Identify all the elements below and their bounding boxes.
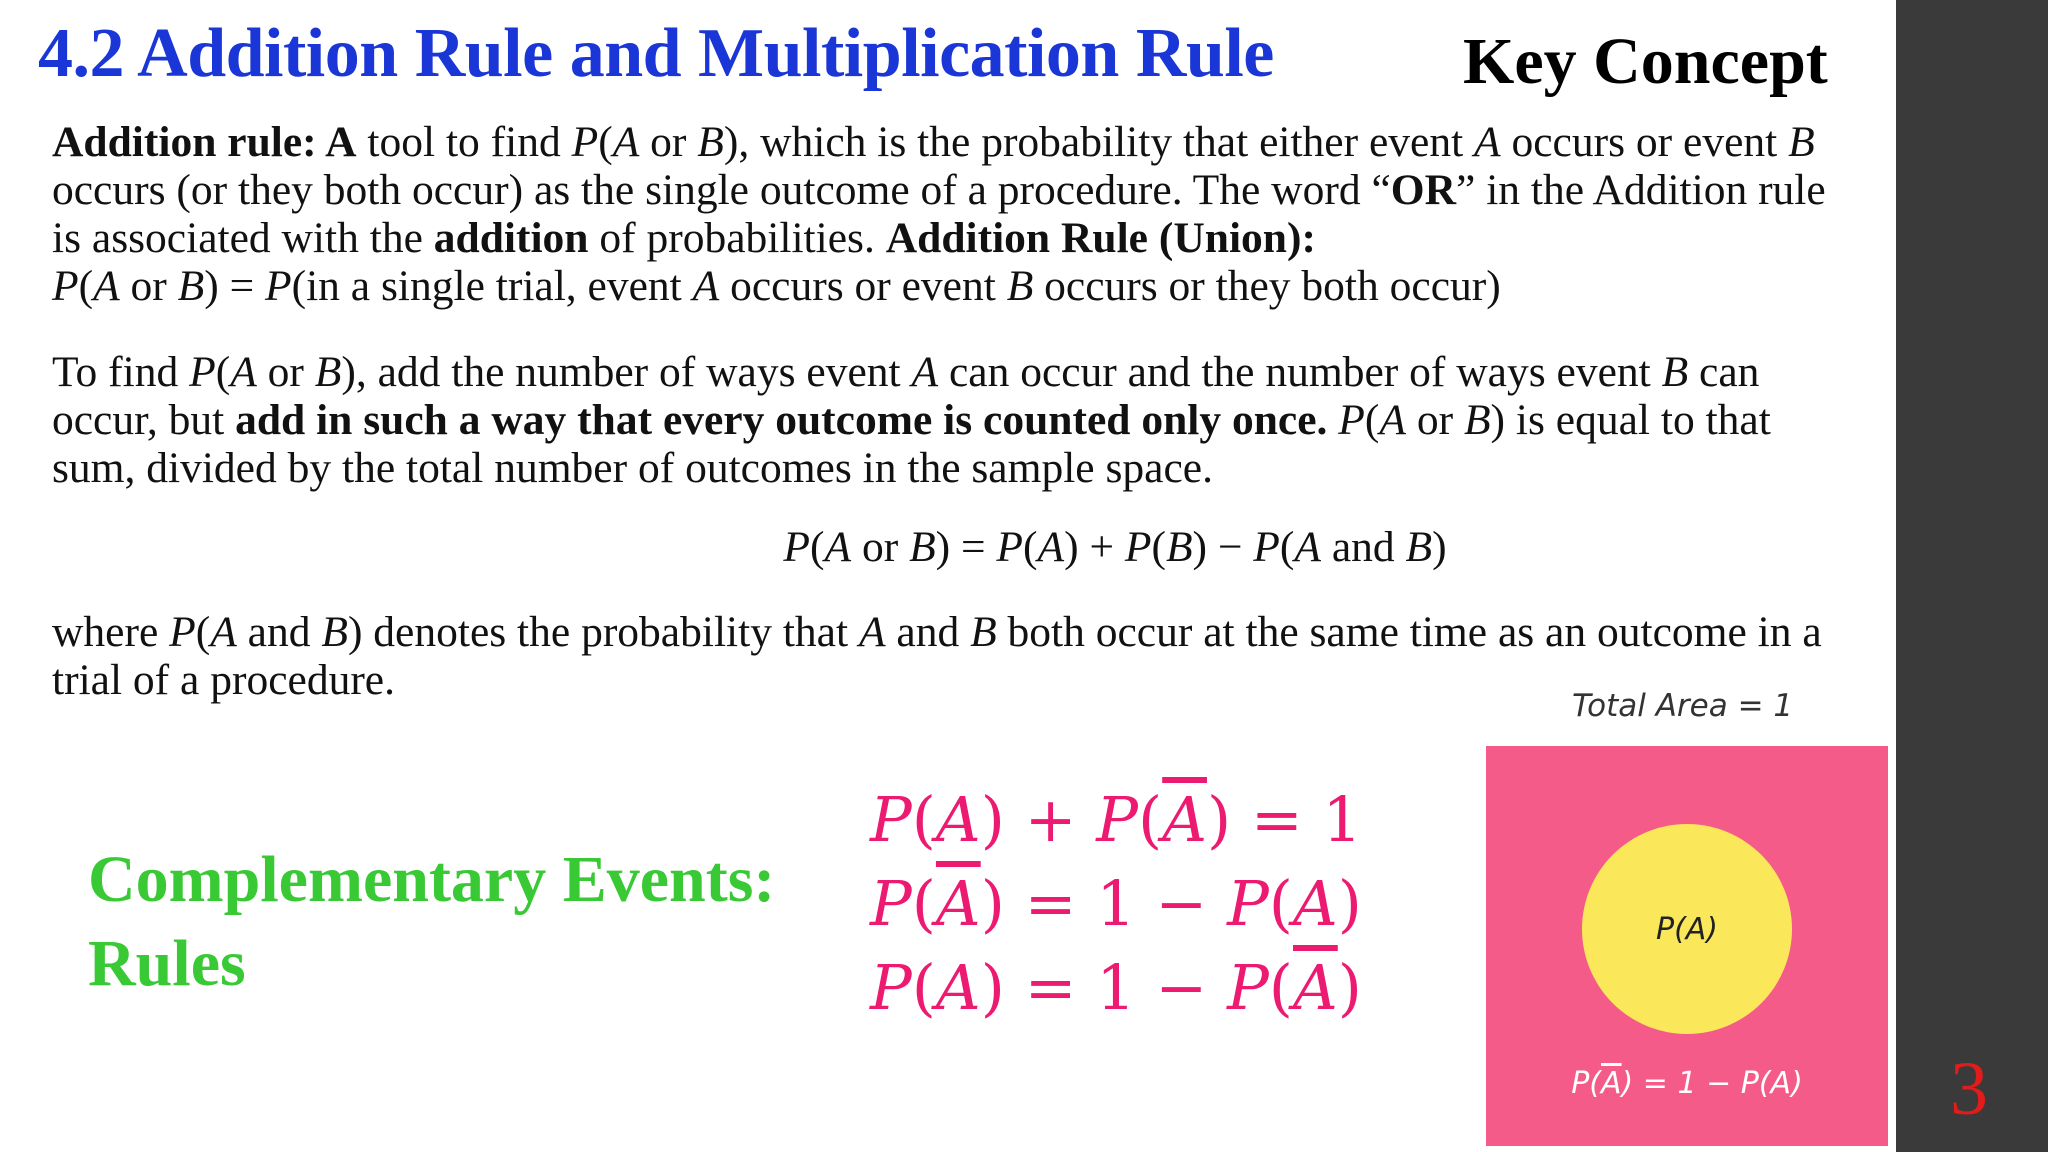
text-span: A <box>230 348 257 396</box>
text-span: P <box>783 523 810 571</box>
text-span: and <box>236 608 322 656</box>
text-span: B <box>909 523 936 571</box>
addition-keyword: addition <box>433 214 589 262</box>
venn-complement-label <box>1486 1066 1888 1101</box>
text-span: ) − <box>1192 523 1254 571</box>
text-span: ( <box>911 867 936 940</box>
text-span: occurs or event <box>1500 118 1789 166</box>
complement-rule-1 <box>870 778 1362 862</box>
text-span: To find <box>52 348 190 396</box>
text-span: B <box>1661 348 1689 396</box>
text-span: or <box>119 262 178 310</box>
text-span: A <box>612 118 640 166</box>
addition-rule-term: Addition rule: A <box>52 118 357 166</box>
venn-caption: Total Area = 1 <box>1572 688 1794 724</box>
text-span: P <box>189 348 216 396</box>
text-span: B <box>1006 262 1034 310</box>
text-span: ( <box>1023 523 1038 571</box>
text-span: ) <box>1432 523 1447 571</box>
or-keyword: OR <box>1390 166 1457 214</box>
text-span: A <box>210 608 237 656</box>
text-span: ), add the number of ways event <box>341 348 912 396</box>
text-span: ) is equal to that sum, divided by the total number of outcomes in the sample space. <box>52 396 1771 492</box>
text-span: A <box>1474 118 1501 166</box>
text-span: A <box>692 262 720 310</box>
text-span: ) <box>1337 867 1362 940</box>
text-span: of probabilities. <box>588 214 886 262</box>
a-complement: $\overline{A}$ <box>1162 783 1207 856</box>
complement-rule-2 <box>870 862 1362 946</box>
text-span: P <box>571 118 599 166</box>
text-span: A <box>1037 523 1065 571</box>
text-span: A <box>935 951 981 1024</box>
text-span: ( <box>911 951 936 1024</box>
text-span: B <box>321 608 348 656</box>
text-span: B <box>1405 523 1433 571</box>
text-span: occurs or they both occur) <box>1033 262 1501 310</box>
text-span: P <box>1124 523 1152 571</box>
complementary-line2: Rules <box>88 927 246 1000</box>
complementary-events-heading <box>88 838 775 1006</box>
addition-rule-paragraph <box>52 118 1852 310</box>
text-span: P <box>1338 396 1365 444</box>
text-span: B <box>1788 118 1815 166</box>
text-span: or <box>639 118 698 166</box>
text-span: (in a single trial, event <box>291 262 693 310</box>
text-span: P( <box>1571 1066 1602 1101</box>
text-span: ) + <box>1064 523 1125 571</box>
text-span: ( <box>598 118 613 166</box>
text-span: ( <box>78 262 94 310</box>
text-span: ) = 1 − P(A) <box>1621 1066 1803 1101</box>
text-span: P <box>169 608 196 656</box>
text-span: ) = <box>935 523 997 571</box>
text-span: A <box>1294 523 1321 571</box>
addition-rule-union-heading: Addition Rule (Union): <box>885 214 1316 262</box>
text-span: B <box>1463 396 1491 444</box>
text-span: A <box>93 262 120 310</box>
text-span: where <box>52 608 170 656</box>
text-span: ), which is the probability that either event <box>723 118 1475 166</box>
text-span: and <box>1320 523 1406 571</box>
text-span: A <box>1379 396 1406 444</box>
text-span: ) denotes the probability that <box>347 608 859 656</box>
text-span: P <box>870 783 912 856</box>
text-span: B <box>1165 523 1193 571</box>
a-complement: $\overline{A}$ <box>935 867 981 940</box>
text-span: tool to find <box>356 118 572 166</box>
text-span: P <box>1227 867 1269 940</box>
text-span: ) = <box>204 262 266 310</box>
text-span: ( <box>1268 951 1293 1024</box>
text-span: ) + <box>980 783 1097 856</box>
venn-event-a-label: P(A) <box>1655 911 1719 947</box>
find-p-a-or-b-paragraph <box>52 348 1852 492</box>
text-span: ) = 1 − <box>980 867 1228 940</box>
text-span: both occur at the same time as an outcome in a trial of a procedure. <box>52 608 1822 704</box>
key-concept-heading: Key Concept <box>1463 25 1828 98</box>
text-span: ” in the Addition rule is associated with the <box>52 166 1826 262</box>
slide-title: 4.2 Addition Rule and Multiplication Rule <box>38 15 1274 92</box>
text-span: ( <box>195 608 211 656</box>
text-span: or <box>851 523 910 571</box>
text-span: A <box>824 523 852 571</box>
text-span: ( <box>1137 783 1163 856</box>
text-span: or <box>1405 396 1464 444</box>
text-span: P <box>870 951 912 1024</box>
text-span: P <box>1227 951 1269 1024</box>
text-span: P <box>996 523 1023 571</box>
text-span: B <box>697 118 724 166</box>
counted-once-emphasis: add in such a way that every outcome is counted only once. <box>235 396 1328 444</box>
text-span <box>1327 396 1338 444</box>
addition-rule-formula <box>0 522 2048 572</box>
text-span: ( <box>911 783 936 856</box>
text-span: or <box>256 348 315 396</box>
text-span: occurs or event <box>719 262 1007 310</box>
venn-diagram-sample-space <box>1486 746 1888 1146</box>
text-span: P <box>52 262 79 310</box>
text-span: ) <box>1337 951 1362 1024</box>
venn-event-a-circle <box>1582 824 1792 1034</box>
text-span: A <box>911 348 939 396</box>
text-span: ( <box>1279 523 1295 571</box>
text-span: ( <box>1364 396 1380 444</box>
text-span: occurs (or they both occur) as the single outcome of a procedure. The word “ <box>52 166 1391 214</box>
complement-rule-3 <box>870 946 1362 1030</box>
page-number: 3 <box>1950 1047 1988 1131</box>
text-span: ( <box>809 523 825 571</box>
text-span: ) = 1 − <box>980 951 1228 1024</box>
text-span: P <box>1096 783 1138 856</box>
text-span: B <box>177 262 205 310</box>
text-span: B <box>314 348 342 396</box>
text-span: A <box>858 608 886 656</box>
text-span: ( <box>215 348 231 396</box>
text-span: can occur and the number of ways event <box>938 348 1662 396</box>
a-complement: $\overline{A}$ <box>1601 1066 1622 1101</box>
text-span: can occur, but <box>52 348 1760 444</box>
text-span: ) = 1 <box>1206 783 1362 856</box>
text-span: and <box>885 608 971 656</box>
side-bar <box>1896 0 2048 1152</box>
text-span: P <box>265 262 292 310</box>
complementary-line1: Complementary Events: <box>88 843 776 916</box>
text-span: A <box>935 783 981 856</box>
text-span: P <box>1253 523 1280 571</box>
a-complement: $\overline{A}$ <box>1293 951 1338 1024</box>
text-span: ( <box>1268 867 1293 940</box>
complement-rules <box>870 778 1362 1030</box>
text-span: P <box>870 867 912 940</box>
text-span: B <box>970 608 997 656</box>
text-span: A <box>1293 867 1338 940</box>
text-span: ( <box>1151 523 1166 571</box>
